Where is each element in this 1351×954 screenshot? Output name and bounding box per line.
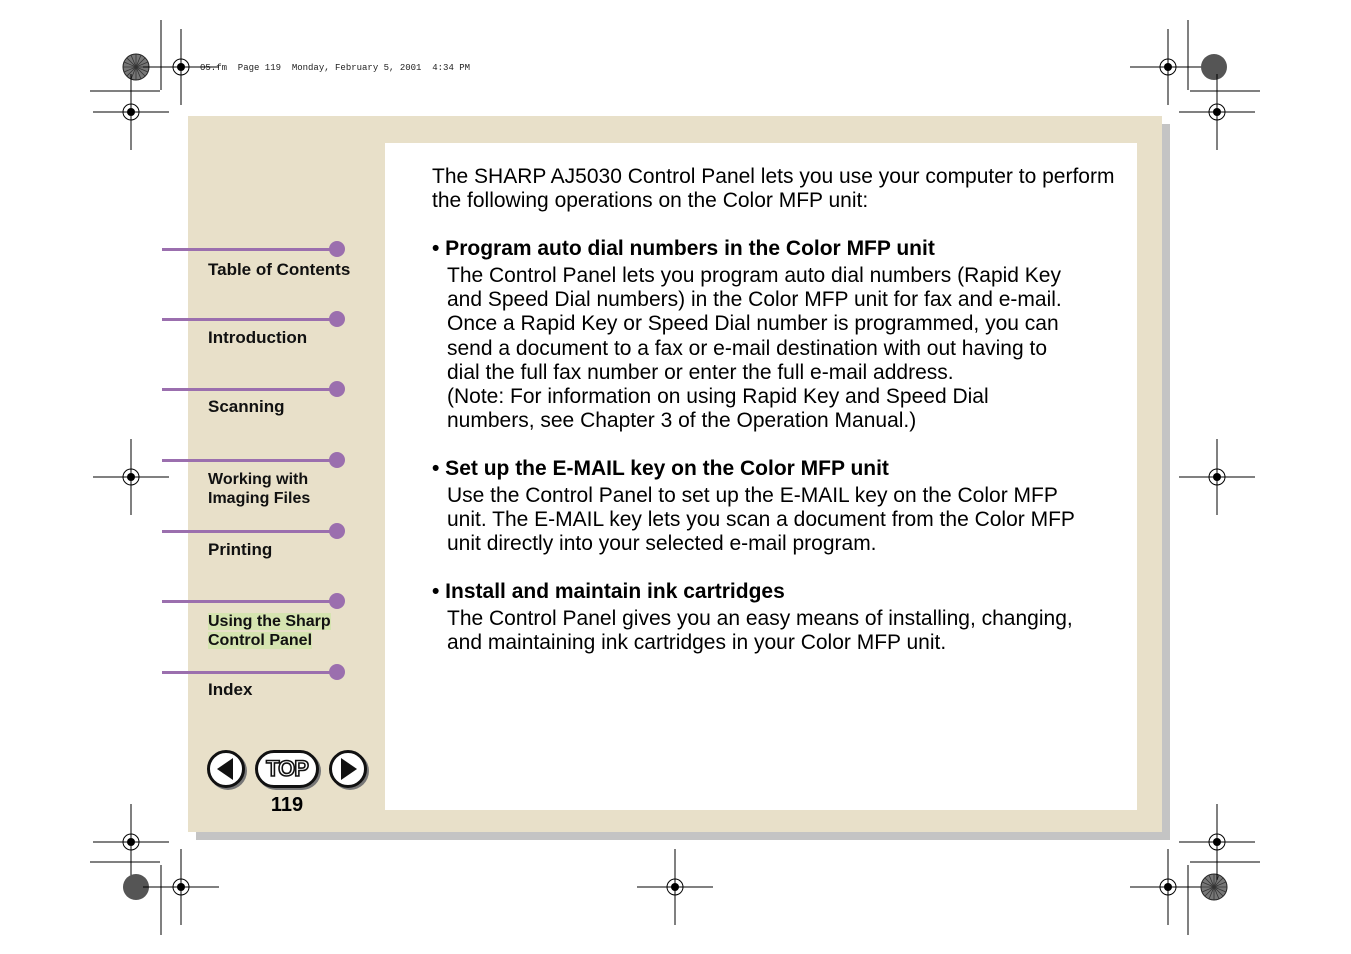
section-body: The Control Panel lets you program auto dial numbers (Rapid Key and Speed Dial numbers) in the Color MFP unit for fax and e-mail. Once a Rapid Key or Speed Dial number is programmed, you can send a document to a fax or e-mail destination with out having to dial the full fax number or enter the full e-mail address. (Note: For information on using Rapid Key and Speed Dial numbers, see Chapter 3 of the Operation Manual.) [447,264,1062,433]
nav-item-using-the-sharp-control-panel[interactable] [208,612,331,650]
crosshair-mark-icon [93,804,169,880]
print-header: 05.fm Page 119 Monday, February 5, 2001 4:34 PM [200,63,471,73]
nav-item-working-with-imaging-files[interactable]: Working with Imaging Files [208,471,311,507]
nav-divider [162,530,338,533]
crosshair-mark-icon [93,74,169,150]
nav-item-index[interactable]: Index [208,680,253,699]
page-number: 119 [270,794,304,816]
nav-item-label: Using the Sharp Control Panel [208,613,331,649]
triangle-left-icon [210,753,242,785]
previous-page-button[interactable] [207,750,245,788]
nav-item-printing[interactable]: Printing [208,540,273,559]
nav-divider [162,388,338,391]
nav-divider [162,248,338,251]
nav-divider [162,318,338,321]
next-page-button[interactable] [329,750,367,788]
section-body: Use the Control Panel to set up the E-MAIL key on the Color MFP unit. The E-MAIL key lets you scan a document from the Color MFP unit directly into your selected e-mail program. [447,484,1075,556]
crosshair-mark-icon [143,849,219,925]
sunburst-mark-icon [1201,874,1227,900]
top-button[interactable]: TOP [255,750,319,788]
crosshair-mark-icon [1179,804,1255,880]
crosshair-mark-icon [143,29,219,105]
crosshair-mark-icon [1179,74,1255,150]
crosshair-mark-icon [1179,439,1255,515]
nav-bullet-icon [329,311,345,327]
nav-item-table-of-contents[interactable]: Table of Contents [208,260,351,279]
crosshair-mark-icon [1130,849,1206,925]
section-heading: • Install and maintain ink cartridges [432,580,785,603]
section-program-auto-dial [432,237,1122,433]
nav-divider [162,671,338,674]
crosshair-mark-icon [93,439,169,515]
section-email-key [432,457,1122,557]
nav-divider [162,459,338,462]
intro-paragraph: The SHARP AJ5030 Control Panel lets you use your computer to perform the following operations on the Color MFP unit: [432,165,1115,212]
triangle-right-icon [332,753,364,785]
nav-divider [162,600,338,603]
nav-item-scanning[interactable]: Scanning [208,397,285,416]
nav-item-introduction[interactable]: Introduction [208,328,308,347]
crosshair-mark-icon [1130,29,1206,105]
nav-bullet-icon [329,523,345,539]
section-heading: • Set up the E-MAIL key on the Color MFP unit [432,457,889,480]
nav-bullet-icon [329,241,345,257]
nav-bullet-icon [329,664,345,680]
content-area [385,143,1137,810]
crosshair-mark-icon [637,849,713,925]
section-heading: • Program auto dial numbers in the Color MFP unit [432,237,935,260]
nav-bullet-icon [329,381,345,397]
nav-bullet-icon [329,452,345,468]
section-ink-cartridges [432,580,1122,655]
section-body: The Control Panel gives you an easy means of installing, changing, and maintaining ink cartridges in your Color MFP unit. [447,607,1073,655]
nav-bullet-icon [329,593,345,609]
